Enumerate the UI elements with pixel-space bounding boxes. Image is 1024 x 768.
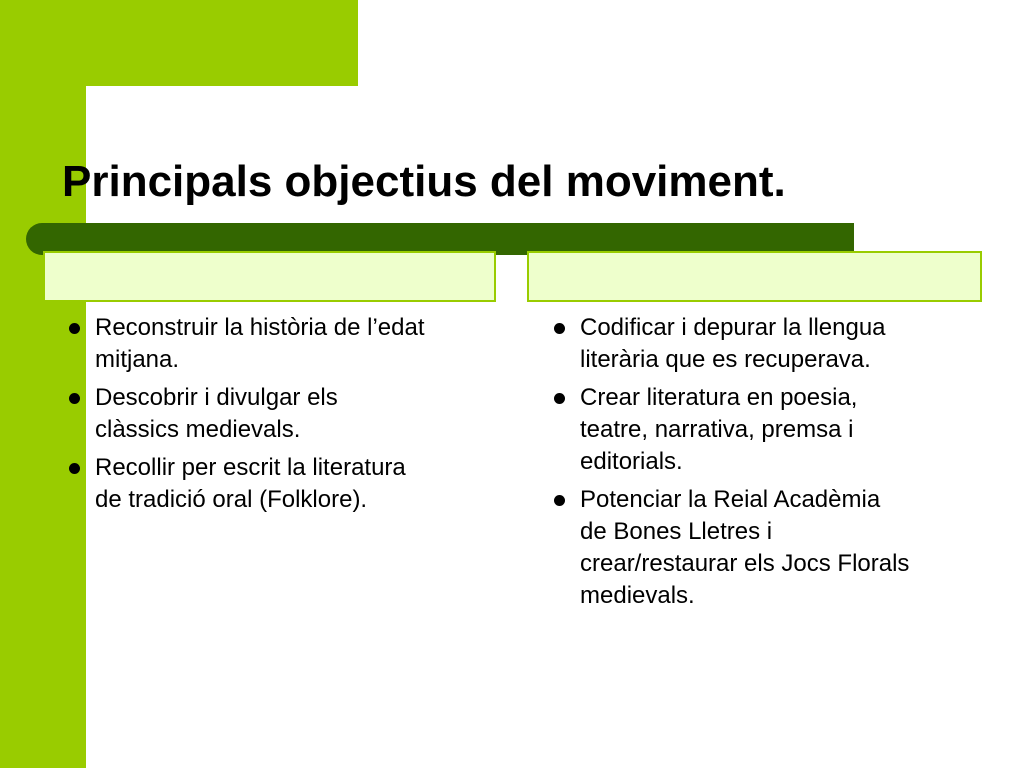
list-item [65, 312, 495, 376]
bullet-icon [69, 323, 80, 334]
item-line: literària que es recuperava. [580, 346, 871, 373]
slide-title: Principals objectius del moviment. [62, 157, 786, 206]
list-item [65, 382, 495, 446]
bullet-icon [554, 393, 565, 404]
item-line: mitjana. [95, 346, 180, 373]
item-line: Potenciar la Reial Acadèmia [580, 486, 881, 513]
item-line: Crear literatura en poesia, [580, 384, 858, 411]
bullet-icon [554, 495, 565, 506]
item-line: Codificar i depurar la llengua [580, 314, 886, 341]
item-line: Descobrir i divulgar els [95, 384, 338, 411]
left-bullet-list [65, 312, 495, 522]
bullet-icon [554, 323, 565, 334]
bullet-icon [69, 393, 80, 404]
item-line: de Bones Lletres i [580, 518, 773, 545]
item-line: editorials. [580, 448, 683, 475]
item-line: teatre, narrativa, premsa i [580, 416, 854, 443]
left-column-header [43, 251, 496, 302]
list-item [550, 382, 990, 478]
item-line: Reconstruir la història de l’edat [95, 314, 425, 341]
bullet-icon [69, 463, 80, 474]
item-line: Recollir per escrit la literatura [95, 454, 406, 481]
right-column-header [527, 251, 982, 302]
list-item [550, 484, 990, 612]
right-bullet-list [550, 312, 990, 618]
item-line: medievals. [580, 582, 695, 609]
list-item [65, 452, 495, 516]
item-line: de tradició oral (Folklore). [95, 486, 368, 513]
item-line: clàssics medievals. [95, 416, 301, 443]
item-line: crear/restaurar els Jocs Florals [580, 550, 910, 577]
list-item [550, 312, 990, 376]
